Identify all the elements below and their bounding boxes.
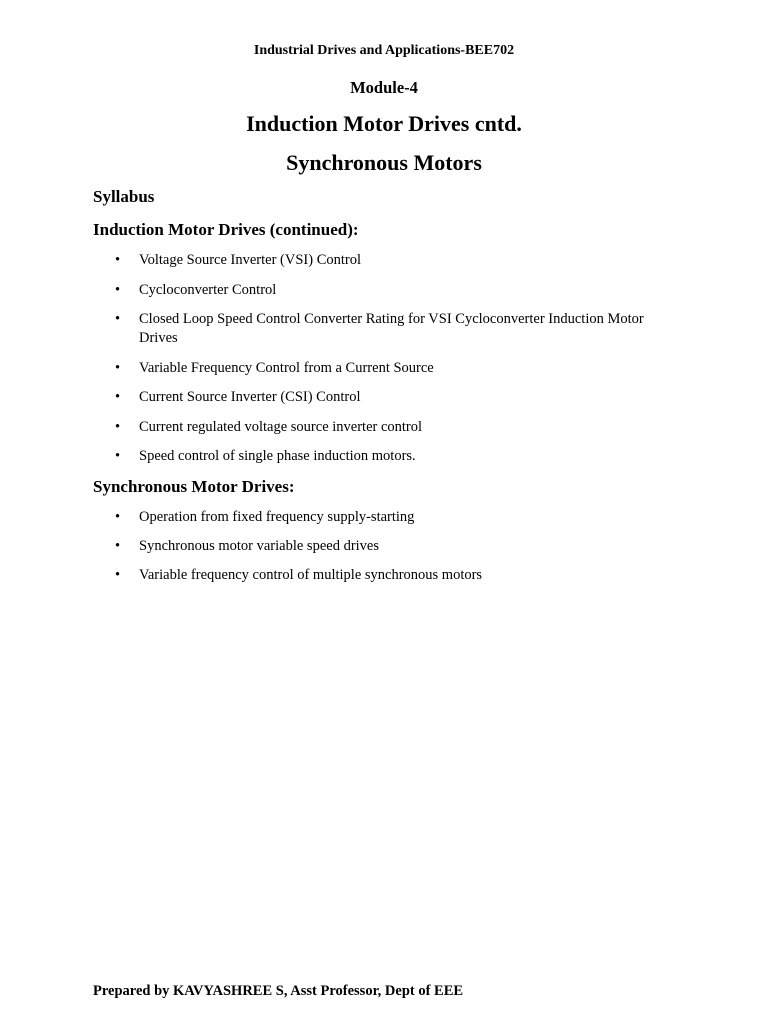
list-item — [0, 281, 768, 300]
list-item — [0, 251, 768, 270]
bullet-icon: • — [115, 389, 121, 405]
bullet-icon: • — [115, 311, 121, 327]
bullet-icon: • — [115, 538, 121, 554]
list-item — [0, 447, 768, 466]
induction-section-heading: Induction Motor Drives (continued): — [93, 220, 359, 239]
synchronous-topics-list — [0, 508, 768, 595]
bullet-icon: • — [115, 281, 121, 298]
list-item — [0, 388, 768, 407]
bullet-icon: • — [115, 359, 121, 376]
list-item — [0, 537, 768, 556]
list-item-text: Variable Frequency Control from a Current Source — [139, 359, 434, 376]
list-item-text: Voltage Source Inverter (VSI) Control — [139, 252, 362, 268]
list-item-text: Synchronous motor variable speed drives — [139, 538, 380, 554]
list-item-text: Variable frequency control of multiple synchronous motors — [139, 567, 483, 583]
list-item-text: Current regulated voltage source inverter control — [139, 418, 423, 435]
page-subtitle: Synchronous Motors — [286, 150, 482, 175]
list-item — [0, 359, 768, 378]
bullet-icon: • — [115, 418, 121, 435]
page-title: Induction Motor Drives cntd. — [246, 111, 522, 136]
list-item-text: Speed control of single phase induction motors. — [139, 448, 416, 464]
footer-author: Prepared by KAVYASHREE S, Asst Professor, Dept of EEE — [93, 983, 464, 999]
induction-topics-list — [0, 251, 768, 477]
list-item-text: Cycloconverter Control — [139, 281, 277, 298]
course-title: Industrial Drives and Applications-BEE702 — [253, 43, 515, 58]
list-item-text: Closed Loop Speed Control Converter Rating for VSI Cycloconverter Induction Motor Drives — [139, 311, 644, 346]
bullet-icon: • — [115, 567, 121, 583]
list-item — [0, 310, 768, 348]
list-item-text: Current Source Inverter (CSI) Control — [139, 389, 361, 405]
bullet-icon: • — [115, 448, 121, 464]
list-item — [0, 418, 768, 437]
syllabus-heading: Syllabus — [93, 187, 155, 206]
bullet-icon: • — [115, 252, 121, 268]
list-item-text: Operation from fixed frequency supply-starting — [139, 509, 415, 525]
list-item — [0, 508, 768, 527]
synchronous-section-heading: Synchronous Motor Drives: — [93, 477, 295, 496]
module-label: Module-4 — [350, 78, 418, 97]
list-item — [0, 566, 768, 585]
bullet-icon: • — [115, 509, 121, 525]
